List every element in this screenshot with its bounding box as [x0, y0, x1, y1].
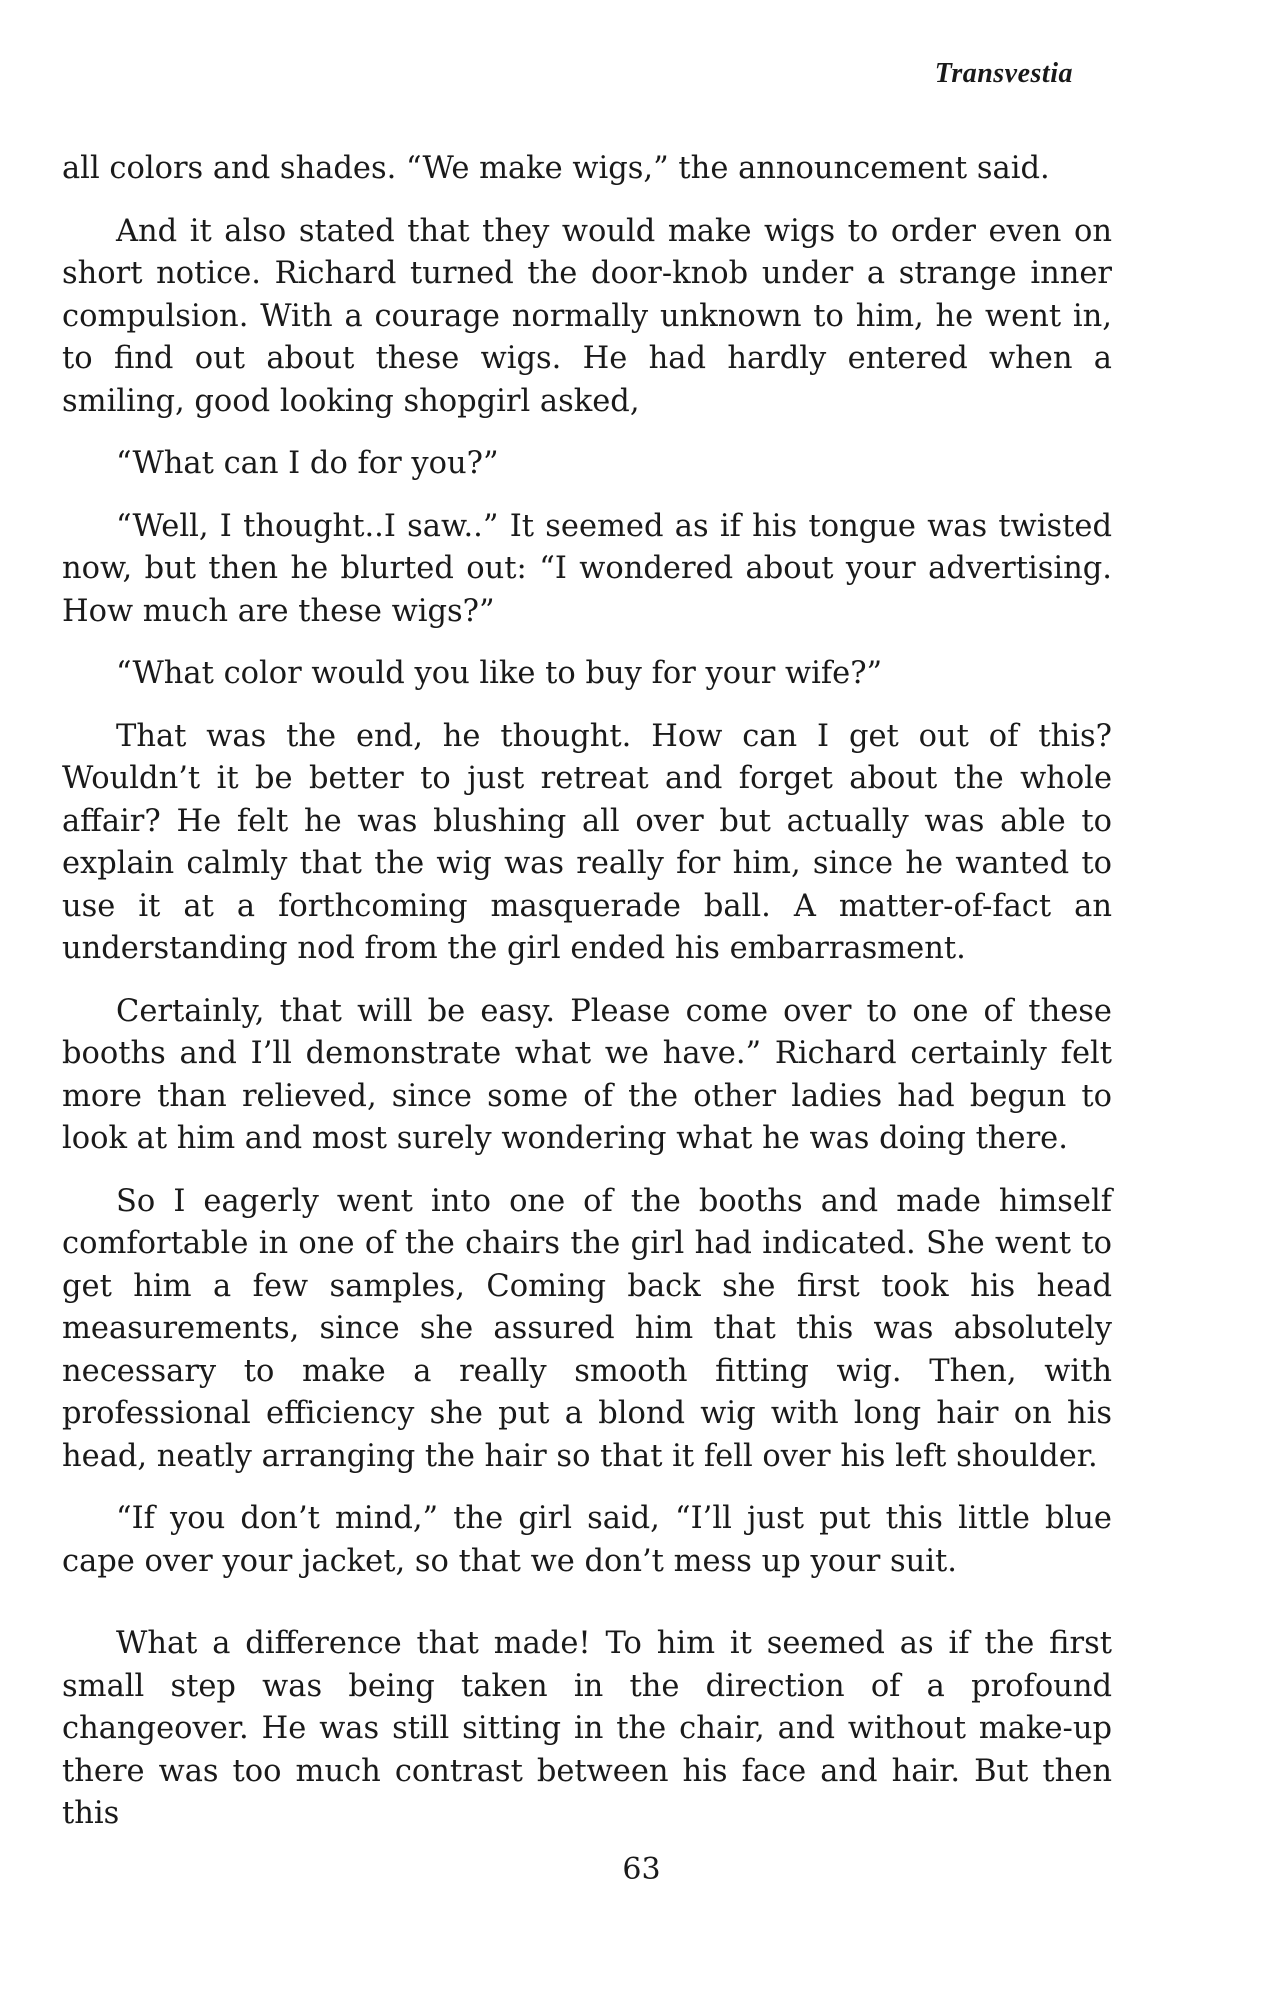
body-text: [62, 148, 1112, 1856]
paragraph: “What can I do for you?”: [116, 446, 499, 481]
paragraph: And it also stated that they would make wigs to order even on short notice. Richard turned the door-knob under a strange inner compulsion. With a courage normally unknown to him, he went in, to find out about these wigs. He had hardly entered when a smiling, good looking shopgirl asked,: [62, 213, 1112, 419]
running-head-title: Transvestia: [934, 58, 1073, 89]
page-number: 63: [622, 1852, 661, 1887]
paragraph: “If you don’t mind,” the girl said, “I’ll just put this little blue cape over your jacket, so that we don’t mess up your suit.: [62, 1501, 1112, 1579]
paragraph: What a difference that made! To him it seemed as if the first small step was being taken in the direction of a profound changeover. He was still sitting in the chair, and without make-up there was too much contrast between his face and hair. But then this: [62, 1626, 1112, 1831]
paragraph: So I eagerly went into one of the booths and made himself comfortable in one of the chairs the girl had indicated. She went to get him a few samples, Coming back she first took his head measurements, since she assured him that this was absolutely necessary to make a really smooth fitting wig. Then, with professional efficiency she put a blond wig with long hair on his head, neatly arranging the hair so that it fell over his left shoulder.: [62, 1183, 1112, 1474]
paragraph: Certainly, that will be easy. Please come over to one of these booths and I’ll demonstrate what we have.” Richard certainly felt more than relieved, since some of the other ladies had begun to look at him and most surely wondering what he was doing there.: [62, 993, 1112, 1156]
paragraph: That was the end, he thought. How can I get out of this? Wouldn’t it be better to just retreat and forget about the whole affair? He felt he was blushing all over but actually was able to explain calmly that the wig was really for him, since he wanted to use it at a forthcoming masquerade ball. A matter-of-fact an understanding nod from the girl ended his embarrasment.: [62, 718, 1112, 966]
paragraph: “What color would you like to buy for your wife?”: [116, 656, 883, 691]
paragraph: all colors and shades. “We make wigs,” the announcement said.: [62, 151, 1050, 186]
paragraph: “Well, I thought..I saw..” It seemed as if his tongue was twisted now, but then he blurted out: “I wondered about your advertising. How much are these wigs?”: [62, 508, 1112, 629]
